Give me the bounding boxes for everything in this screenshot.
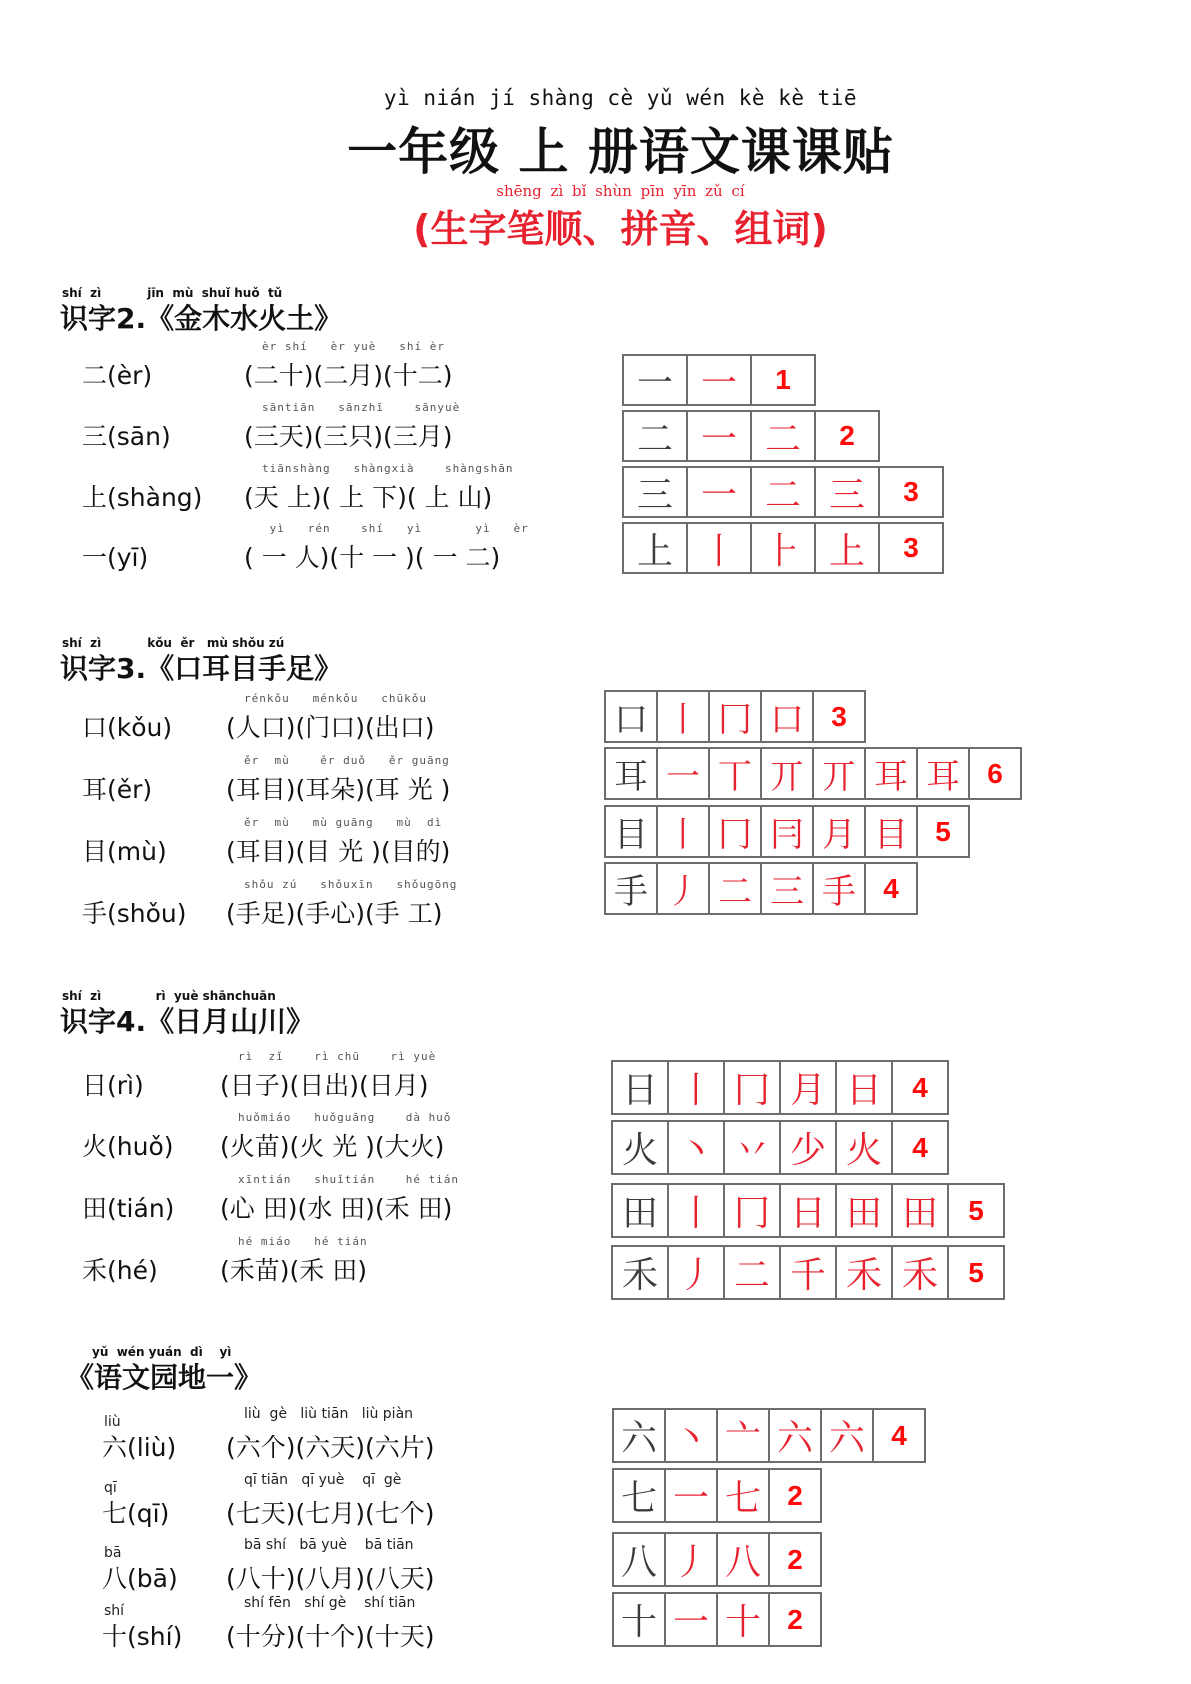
stroke-step-cell	[716, 1468, 770, 1523]
stroke-order-grid	[611, 1120, 949, 1175]
stroke-step: 一	[700, 418, 737, 460]
stroke-step: 丨	[677, 1070, 714, 1111]
stroke-step-cell	[835, 1183, 893, 1238]
stroke-count: 5	[935, 815, 951, 847]
stroke-order-grid	[622, 410, 880, 462]
full-character-cell	[604, 747, 658, 800]
stroke-step: 丷	[733, 1130, 770, 1171]
stroke-step-cell	[864, 805, 918, 858]
stroke-step: 目	[874, 815, 908, 855]
full-character: 火	[621, 1130, 658, 1171]
character-with-pinyin: 六(liù)	[102, 1433, 177, 1462]
stroke-count: 3	[831, 700, 847, 732]
stroke-step-cell	[779, 1183, 837, 1238]
words-pinyin: qī tiān qī yuè qī gè	[244, 1472, 402, 1488]
section-heading: 识字3.《口耳目手足》	[60, 652, 343, 685]
stroke-step: 冂	[733, 1193, 770, 1234]
word-combinations: (二十)(二月)(十二)	[244, 361, 453, 390]
stroke-step-cell	[779, 1120, 837, 1175]
stroke-order-grid	[611, 1060, 949, 1115]
full-character: 一	[636, 362, 673, 404]
words-pinyin: sāntiān sānzhī sānyuè	[262, 401, 461, 414]
full-character-cell	[612, 1532, 666, 1587]
stroke-step: 田	[845, 1193, 882, 1234]
stroke-step: 丶	[677, 1130, 714, 1171]
stroke-step-cell	[814, 522, 880, 574]
stroke-step-cell	[664, 1408, 718, 1463]
stroke-step-cell	[916, 747, 970, 800]
stroke-step: 二	[718, 872, 752, 912]
stroke-step-cell	[716, 1592, 770, 1647]
word-combinations: (七天)(七月)(七个)	[226, 1499, 435, 1528]
stroke-step: 一	[672, 1478, 709, 1519]
full-character-cell	[604, 805, 658, 858]
section-heading: 识字2.《金木水火土》	[60, 302, 343, 335]
word-combinations: (十分)(十个)(十天)	[226, 1622, 435, 1651]
stroke-step-cell	[779, 1060, 837, 1115]
stroke-step-cell	[750, 522, 816, 574]
section-heading-pinyin: shí zì jīn mù shuǐ huǒ tǔ	[62, 286, 283, 300]
word-combinations: (八十)(八月)(八天)	[226, 1564, 435, 1593]
stroke-step: 上	[828, 530, 865, 572]
full-character-cell	[612, 1468, 666, 1523]
word-combinations: (耳目)(目 光 )(目的)	[226, 837, 451, 866]
stroke-step: 冂	[718, 815, 752, 855]
stroke-step-cell	[750, 410, 816, 462]
stroke-step-cell	[708, 862, 762, 915]
stroke-step: 八	[724, 1542, 761, 1583]
stroke-order-grid	[622, 354, 816, 406]
stroke-count-cell	[947, 1183, 1005, 1238]
stroke-count-cell	[968, 747, 1022, 800]
stroke-order-grid	[604, 747, 1022, 800]
stroke-step-cell	[664, 1592, 718, 1647]
character-pinyin: liù	[104, 1414, 121, 1430]
character-with-pinyin: 三(sān)	[82, 422, 171, 451]
full-character: 八	[620, 1542, 657, 1583]
stroke-step: 火	[845, 1130, 882, 1171]
stroke-count-cell	[768, 1592, 822, 1647]
full-character-cell	[611, 1060, 669, 1115]
stroke-step-cell	[656, 747, 710, 800]
stroke-step-cell	[891, 1183, 949, 1238]
full-character: 六	[620, 1418, 657, 1459]
words-pinyin: ěr mù mù guāng mù dì	[244, 816, 443, 829]
stroke-step: 日	[845, 1070, 882, 1111]
stroke-count: 5	[968, 1256, 984, 1288]
full-character-cell	[611, 1245, 669, 1300]
stroke-order-grid	[612, 1408, 926, 1463]
word-combinations: (三天)(三只)(三月)	[244, 422, 453, 451]
words-pinyin: rénkǒu ménkǒu chūkǒu	[244, 692, 427, 705]
stroke-step-cell	[667, 1183, 725, 1238]
stroke-step: ⺊	[764, 530, 801, 572]
stroke-step: 七	[724, 1478, 761, 1519]
words-pinyin: ěr mù ěr duǒ ěr guāng	[244, 754, 450, 767]
stroke-step: 十	[724, 1602, 761, 1643]
character-with-pinyin: 目(mù)	[82, 837, 167, 866]
stroke-step: 耳	[874, 757, 908, 797]
stroke-step-cell	[667, 1060, 725, 1115]
stroke-order-grid	[612, 1592, 822, 1647]
words-pinyin: shǒu zú shǒuxīn shǒugōng	[244, 878, 458, 891]
full-character: 目	[614, 815, 648, 855]
stroke-step-cell	[686, 410, 752, 462]
section-heading-pinyin: yǔ wén yuán dì yì	[92, 1345, 232, 1359]
character-with-pinyin: 日(rì)	[82, 1071, 144, 1100]
stroke-count-cell	[891, 1120, 949, 1175]
character-pinyin: bā	[104, 1545, 122, 1561]
stroke-step-cell	[891, 1245, 949, 1300]
word-combinations: (日子)(日出)(日月)	[220, 1071, 429, 1100]
stroke-count-cell	[750, 354, 816, 406]
stroke-order-grid	[611, 1183, 1005, 1238]
stroke-step-cell	[667, 1120, 725, 1175]
full-character: 耳	[614, 757, 648, 797]
word-combinations: (人口)(门口)(出口)	[226, 713, 435, 742]
section-heading: 识字4.《日月山川》	[60, 1005, 315, 1038]
stroke-count: 2	[787, 1543, 803, 1575]
stroke-count: 4	[912, 1131, 928, 1163]
stroke-step-cell	[686, 466, 752, 518]
character-with-pinyin: 口(kǒu)	[82, 713, 173, 742]
character-with-pinyin: 火(huǒ)	[82, 1132, 174, 1161]
words-pinyin: yì rén shí yì yì èr	[262, 522, 529, 535]
page-title: 一年级 上 册语文课课贴	[347, 123, 894, 181]
stroke-step-cell	[864, 747, 918, 800]
word-combinations: ( 一 人)(十 一 )( 一 二)	[244, 543, 501, 572]
full-character: 二	[636, 418, 673, 460]
stroke-step: 二	[764, 474, 801, 516]
character-with-pinyin: 一(yī)	[82, 543, 149, 572]
stroke-step-cell	[656, 862, 710, 915]
stroke-step-cell	[812, 805, 866, 858]
stroke-count: 4	[912, 1071, 928, 1103]
stroke-step-cell	[664, 1468, 718, 1523]
stroke-step-cell	[667, 1245, 725, 1300]
stroke-step: 丨	[677, 1193, 714, 1234]
word-combinations: (天 上)( 上 下)( 上 山)	[244, 483, 493, 512]
stroke-order-grid	[612, 1532, 822, 1587]
stroke-count-cell	[864, 862, 918, 915]
word-combinations: (火苗)(火 光 )(大火)	[220, 1132, 445, 1161]
stroke-step: 少	[789, 1130, 826, 1171]
stroke-step: 田	[901, 1193, 938, 1234]
stroke-count: 5	[968, 1194, 984, 1226]
full-character-cell	[612, 1408, 666, 1463]
stroke-step-cell	[814, 466, 880, 518]
stroke-step: 月	[822, 815, 856, 855]
stroke-step: 丨	[666, 815, 700, 855]
stroke-order-grid	[604, 805, 970, 858]
section-heading-pinyin: shí zì kǒu ěr mù shǒu zú	[62, 636, 285, 650]
stroke-step: 丅	[718, 757, 752, 797]
stroke-step: 丨	[666, 700, 700, 740]
stroke-step: 日	[789, 1193, 826, 1234]
character-with-pinyin: 十(shí)	[102, 1622, 183, 1651]
stroke-step-cell	[723, 1245, 781, 1300]
stroke-order-grid	[622, 522, 944, 574]
stroke-count-cell	[916, 805, 970, 858]
stroke-step-cell	[723, 1183, 781, 1238]
full-character-cell	[622, 466, 688, 518]
words-pinyin: shí fēn shí gè shí tiān	[244, 1595, 416, 1611]
stroke-step: 六	[776, 1418, 813, 1459]
stroke-step-cell	[723, 1060, 781, 1115]
stroke-count: 2	[839, 420, 855, 451]
stroke-step-cell	[812, 747, 866, 800]
stroke-step-cell	[664, 1532, 718, 1587]
stroke-order-grid	[604, 862, 918, 915]
stroke-step: 丿	[672, 1542, 709, 1583]
character-with-pinyin: 耳(ěr)	[82, 775, 153, 804]
full-character: 日	[621, 1070, 658, 1111]
stroke-step: 一	[672, 1602, 709, 1643]
full-character-cell	[622, 522, 688, 574]
subtitle-pinyin: shēng zì bǐ shùn pīn yīn zǔ cí	[496, 182, 745, 200]
character-with-pinyin: 上(shàng)	[82, 483, 203, 512]
stroke-count: 6	[987, 757, 1003, 789]
stroke-step: 月	[789, 1070, 826, 1111]
stroke-step-cell	[656, 690, 710, 743]
stroke-step: 一	[700, 474, 737, 516]
stroke-step: 千	[789, 1255, 826, 1296]
stroke-step: 禾	[845, 1255, 882, 1296]
stroke-step-cell	[723, 1120, 781, 1175]
word-combinations: (心 田)(水 田)(禾 田)	[220, 1194, 453, 1223]
character-with-pinyin: 手(shǒu)	[82, 899, 187, 928]
character-with-pinyin: 八(bā)	[102, 1564, 178, 1593]
full-character-cell	[612, 1592, 666, 1647]
stroke-step: 六	[828, 1418, 865, 1459]
page-subtitle: (生字笔顺、拼音、组词)	[413, 207, 828, 251]
stroke-count-cell	[878, 466, 944, 518]
stroke-step: 三	[770, 872, 804, 912]
stroke-count: 4	[891, 1419, 907, 1451]
character-with-pinyin: 二(èr)	[82, 361, 153, 390]
section-heading-pinyin: shí zì rì yuè shānchuān	[62, 989, 276, 1003]
stroke-count-cell	[768, 1532, 822, 1587]
stroke-count: 2	[787, 1603, 803, 1635]
stroke-step-cell	[750, 466, 816, 518]
full-character-cell	[622, 354, 688, 406]
words-pinyin: tiānshàng shàngxià shàngshān	[262, 462, 514, 475]
full-character: 上	[636, 530, 673, 572]
stroke-step-cell	[708, 805, 762, 858]
stroke-step: 二	[733, 1255, 770, 1296]
stroke-step-cell	[835, 1060, 893, 1115]
stroke-step: 耳	[926, 757, 960, 797]
character-with-pinyin: 禾(hé)	[82, 1256, 158, 1285]
word-combinations: (六个)(六天)(六片)	[226, 1433, 435, 1462]
stroke-count: 2	[787, 1479, 803, 1511]
section-heading: 《语文园地一》	[66, 1361, 263, 1394]
stroke-step: 冂	[718, 700, 752, 740]
word-combinations: (手足)(手心)(手 工)	[226, 899, 443, 928]
full-character-cell	[611, 1120, 669, 1175]
full-character-cell	[604, 862, 658, 915]
stroke-step: 口	[770, 700, 804, 740]
stroke-step-cell	[779, 1245, 837, 1300]
stroke-step-cell	[656, 805, 710, 858]
title-pinyin: yì nián jí shàng cè yǔ wén kè kè tiē	[383, 86, 858, 110]
stroke-order-grid	[611, 1245, 1005, 1300]
stroke-step: 丌	[822, 757, 856, 797]
stroke-step-cell	[812, 862, 866, 915]
words-pinyin: xīntián shuǐtián hé tián	[238, 1173, 460, 1186]
words-pinyin: huǒmiáo huǒguāng dà huǒ	[238, 1111, 452, 1124]
stroke-step-cell	[760, 747, 814, 800]
stroke-step: 一	[700, 362, 737, 404]
stroke-step: 二	[764, 418, 801, 460]
full-character: 口	[614, 700, 648, 740]
full-character: 七	[620, 1478, 657, 1519]
full-character-cell	[622, 410, 688, 462]
stroke-count-cell	[812, 690, 866, 743]
stroke-count: 4	[883, 872, 899, 904]
full-character-cell	[604, 690, 658, 743]
stroke-step-cell	[760, 805, 814, 858]
stroke-step-cell	[835, 1120, 893, 1175]
stroke-step-cell	[760, 690, 814, 743]
stroke-count-cell	[768, 1468, 822, 1523]
full-character: 十	[620, 1602, 657, 1643]
stroke-step: 禾	[901, 1255, 938, 1296]
stroke-step: 丿	[677, 1255, 714, 1296]
stroke-order-grid	[604, 690, 866, 743]
stroke-count-cell	[814, 410, 880, 462]
stroke-step: 丶	[672, 1418, 709, 1459]
stroke-count-cell	[891, 1060, 949, 1115]
stroke-order-grid	[612, 1468, 822, 1523]
stroke-count: 1	[775, 364, 791, 395]
stroke-step-cell	[686, 522, 752, 574]
stroke-step: 亠	[724, 1418, 761, 1459]
stroke-step: 丿	[666, 872, 700, 912]
stroke-step-cell	[708, 747, 762, 800]
words-pinyin: èr shí èr yuè shí èr	[262, 340, 445, 353]
character-pinyin: qī	[104, 1480, 117, 1496]
character-pinyin: shí	[104, 1603, 125, 1619]
stroke-step-cell	[708, 690, 762, 743]
full-character: 手	[614, 872, 648, 912]
stroke-count: 3	[903, 532, 919, 563]
full-character: 禾	[621, 1255, 658, 1296]
stroke-step-cell	[760, 862, 814, 915]
stroke-step: 丌	[770, 757, 804, 797]
character-with-pinyin: 七(qī)	[102, 1499, 170, 1528]
stroke-step-cell	[716, 1408, 770, 1463]
stroke-step: 丨	[700, 530, 737, 572]
full-character: 田	[621, 1193, 658, 1234]
stroke-step: 冂	[733, 1070, 770, 1111]
stroke-count: 3	[903, 476, 919, 507]
character-with-pinyin: 田(tián)	[82, 1194, 175, 1223]
words-pinyin: rì zǐ rì chū rì yuè	[238, 1050, 437, 1063]
stroke-step-cell	[768, 1408, 822, 1463]
stroke-count-cell	[878, 522, 944, 574]
stroke-step-cell	[686, 354, 752, 406]
stroke-step-cell	[716, 1532, 770, 1587]
full-character: 三	[636, 474, 673, 516]
word-combinations: (禾苗)(禾 田)	[220, 1256, 367, 1285]
word-combinations: (耳目)(耳朵)(耳 光 )	[226, 775, 451, 804]
stroke-step: 三	[828, 474, 865, 516]
stroke-step-cell	[820, 1408, 874, 1463]
words-pinyin: liù gè liù tiān liù piàn	[244, 1406, 414, 1422]
words-pinyin: bā shí bā yuè bā tiān	[244, 1537, 414, 1553]
stroke-step-cell	[835, 1245, 893, 1300]
stroke-order-grid	[622, 466, 944, 518]
stroke-step: 一	[666, 757, 700, 797]
stroke-step: 冃	[770, 815, 804, 855]
stroke-count-cell	[947, 1245, 1005, 1300]
stroke-count-cell	[872, 1408, 926, 1463]
stroke-step: 手	[822, 872, 856, 912]
full-character-cell	[611, 1183, 669, 1238]
words-pinyin: hé miáo hé tián	[238, 1235, 368, 1248]
